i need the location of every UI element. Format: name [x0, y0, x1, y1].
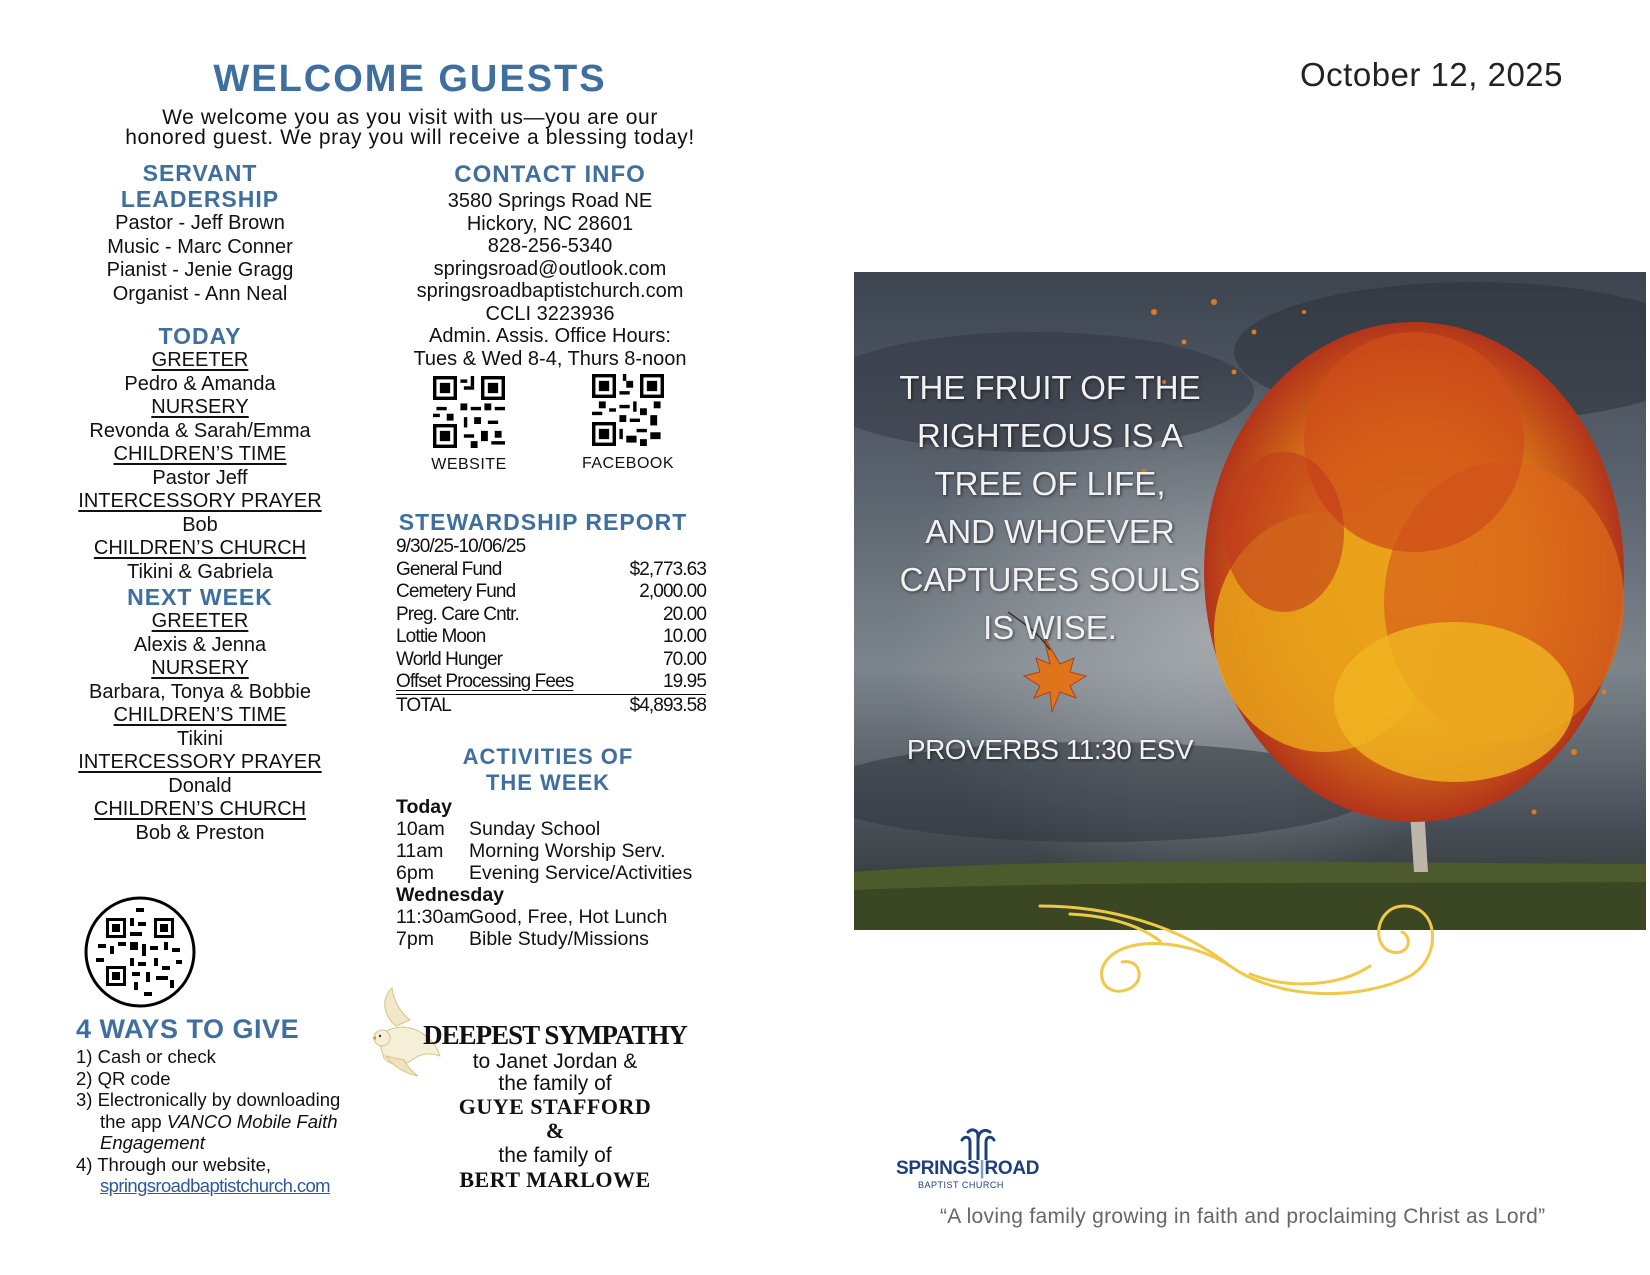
welcome-title: WELCOME GUESTS: [213, 58, 607, 100]
activities-title: ACTIVITIES OF THE WEEK: [462, 744, 634, 795]
verse-text: THE FRUIT OF THE RIGHTEOUS IS A TREE OF LIFE, AND WHOEVER CAPTURES SOULS IS WISE.: [899, 369, 1201, 646]
church-tagline: “A loving family growing in faith and proclaiming Christ as Lord”: [940, 1205, 1546, 1228]
servant-item: Pianist - Jenie Gragg: [106, 259, 294, 281]
stewardship-row: General Fund $2,773.63: [396, 558, 706, 580]
role-names: Pastor Jeff: [152, 466, 248, 489]
logo-subtitle: BAPTIST CHURCH: [918, 1180, 1004, 1190]
sympathy-name: BERT MARLOWE: [459, 1167, 651, 1192]
qr-facebook-icon[interactable]: [592, 374, 664, 446]
role-label: NURSERY: [151, 657, 249, 679]
activity-row: 7pm Bible Study/Missions: [396, 928, 649, 950]
activities-section: [396, 744, 716, 950]
sympathy-line: the family of: [498, 1072, 612, 1095]
servant-leadership-section: [70, 160, 330, 306]
today-section: [70, 323, 330, 845]
servant-item: Music - Marc Conner: [107, 235, 293, 258]
fountain-icon: [958, 1126, 998, 1160]
stewardship-row: Offset Processing Fees 19.95: [396, 671, 706, 695]
role-label: NURSERY: [151, 396, 249, 418]
activity-row: 10am Sunday School: [396, 818, 601, 840]
role-names: Donald: [168, 774, 232, 797]
role-label: INTERCESSORY PRAYER: [78, 490, 322, 512]
contact-phone: 828-256-5340: [487, 235, 613, 257]
welcome-text: We welcome you as you visit with us—you are our honored guest. We pray you will receive a blessing today!: [125, 106, 695, 149]
stewardship-report: [396, 508, 706, 717]
logo-name: SPRINGS|ROAD: [896, 1158, 1040, 1179]
role-names: Revonda & Sarah/Emma: [89, 419, 311, 442]
role-label: CHILDREN’S CHURCH: [93, 798, 307, 820]
role-names: Alexis & Jenna: [133, 633, 267, 656]
role-names: Tikini: [177, 727, 223, 750]
next-week-title: NEXT WEEK: [127, 584, 273, 610]
sympathy-title: DEEPEST SYMPATHY: [423, 1020, 687, 1050]
stewardship-total: TOTAL $4,893.58: [396, 694, 706, 716]
stewardship-row: Cemetery Fund 2,000.00: [396, 581, 706, 602]
sympathy-section: [410, 1020, 700, 1191]
qr-facebook-label: FACEBOOK: [581, 455, 675, 472]
role-label: CHILDREN’S TIME: [113, 704, 287, 726]
activity-row: 6pm Evening Service/Activities: [396, 862, 693, 884]
stewardship-row: Preg. Care Cntr. 20.00: [396, 603, 706, 625]
contact-info-section: [380, 160, 720, 370]
give-item: 2) QR code: [76, 1067, 171, 1089]
give-item: 4) Through our website,: [76, 1153, 272, 1175]
role-names: Tikini & Gabriela: [127, 560, 273, 583]
role-names: Pedro & Amanda: [124, 372, 276, 395]
qr-giving-icon[interactable]: [84, 896, 196, 1008]
qr-website-icon[interactable]: [433, 376, 505, 448]
contact-line: Hickory, NC 28601: [466, 212, 634, 235]
role-label: CHILDREN’S TIME: [113, 443, 287, 465]
stewardship-title: STEWARDSHIP REPORT: [398, 509, 688, 535]
stewardship-row: World Hunger 70.00: [396, 648, 706, 670]
give-item: 3) Electronically by downloading: [76, 1089, 341, 1110]
contact-line: Tues & Wed 8-4, Thurs 8-noon: [413, 347, 687, 370]
role-label: GREETER: [151, 349, 249, 371]
verse-reference: PROVERBS 11:30 ESV: [906, 734, 1194, 765]
activity-row: 11:30am Good, Free, Hot Lunch: [396, 906, 668, 928]
sympathy-line: &: [545, 1118, 565, 1143]
bulletin-date: October 12, 2025: [1300, 56, 1564, 93]
give-item-continued: Engagement: [100, 1132, 205, 1153]
give-item: 1) Cash or check: [76, 1046, 216, 1067]
contact-line: CCLI 3223936: [485, 302, 615, 325]
ways-to-give-title: 4 WAYS TO GIVE: [76, 1014, 300, 1044]
contact-email: springsroad@outlook.com: [433, 257, 667, 280]
role-names: Barbara, Tonya & Bobbie: [88, 680, 311, 703]
role-label: CHILDREN’S CHURCH: [93, 537, 307, 559]
servant-item: Pastor - Jeff Brown: [115, 212, 285, 234]
servant-leadership-title: SERVANT LEADERSHIP: [120, 160, 280, 212]
stewardship-row: Lottie Moon 10.00: [396, 626, 706, 647]
contact-website: springsroadbaptistchurch.com: [416, 280, 684, 302]
sympathy-name: GUYE STAFFORD: [458, 1094, 652, 1119]
role-names: Bob & Preston: [135, 821, 265, 844]
activities-day: Wednesday: [396, 884, 505, 906]
contact-line: Admin. Assis. Office Hours:: [429, 325, 671, 347]
church-logo: [896, 1126, 1066, 1194]
give-item-continued: the app VANCO Mobile Faith: [100, 1110, 338, 1132]
role-label: INTERCESSORY PRAYER: [78, 751, 322, 773]
contact-line: 3580 Springs Road NE: [447, 190, 653, 212]
today-title: TODAY: [158, 323, 242, 349]
qr-website-label: WEBSITE: [431, 456, 507, 473]
contact-info-title: CONTACT INFO: [454, 161, 646, 188]
sympathy-line: the family of: [498, 1144, 612, 1167]
sympathy-line: to Janet Jordan &: [472, 1050, 638, 1073]
role-label: GREETER: [151, 610, 249, 632]
gold-swirl-ornament: [1030, 886, 1450, 1016]
activities-day: Today: [396, 796, 452, 818]
stewardship-period: 9/30/25-10/06/25: [396, 536, 526, 557]
servant-item: Organist - Ann Neal: [112, 282, 288, 305]
website-link[interactable]: springsroadbaptistchurch.com: [100, 1175, 330, 1196]
role-names: Bob: [182, 513, 218, 536]
activity-row: 11am Morning Worship Serv.: [396, 840, 666, 862]
ways-to-give-section: [76, 1012, 406, 1197]
